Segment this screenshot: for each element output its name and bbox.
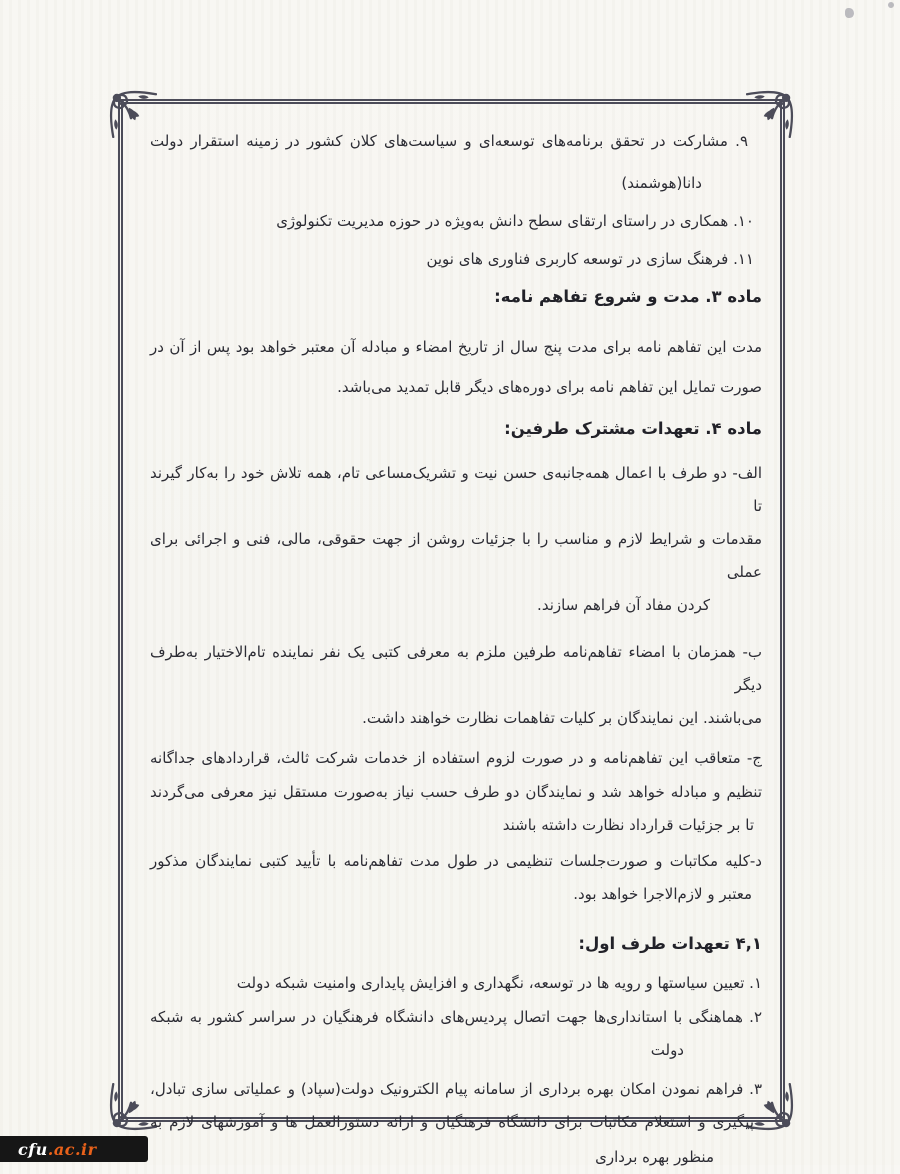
clause-dal-line-2: معتبر و لازم‌الاجرا خواهد بود. <box>573 885 752 903</box>
watermark-prefix: cfu <box>18 1139 48 1159</box>
clause-dal-line-1: د-کلیه مکاتبات و صورت‌جلسات تنظیمی در طول مدت تفاهم‌نامه با تأیید کتبی نمایندگان مذکور <box>150 852 762 870</box>
article-4-heading: ماده ۴. تعهدات مشترک طرفین: <box>504 419 762 438</box>
obligation-3-line-3: منظور بهره برداری <box>595 1148 714 1166</box>
clause-be-line-2: می‌باشند. این نمایندگان بر کلیات تفاهمات نظارت خواهند داشت. <box>362 709 762 727</box>
clause-alef-line-2: مقدمات و شرایط لازم و مناسب را با جزئیات روشن از جهت حقوقی، مالی، فنی و اجرائی برای عملی <box>150 530 762 581</box>
section-4-1-heading: ۴,۱ تعهدات طرف اول: <box>578 934 762 953</box>
scan-speck <box>888 2 894 8</box>
obligation-2-line-2: دولت <box>650 1041 684 1059</box>
watermark-suffix: .ac.ir <box>47 1139 97 1159</box>
cfu-watermark <box>0 1136 148 1162</box>
list-item-9-line-2: دانا(هوشمند) <box>621 174 702 192</box>
obligation-2-line-1: ۲. هماهنگی با استانداری‌ها جهت اتصال پردیس‌های دانشگاه فرهنگیان در سراسر کشور به شبکه <box>150 1008 762 1026</box>
list-item-9-line-1: ۹. مشارکت در تحقق برنامه‌های توسعه‌ای و سیاست‌های کلان کشور در زمینه استقرار دولت <box>150 132 748 150</box>
clause-alef-line-1: الف- دو طرف با اعمال همه‌جانبه‌ی حسن نیت و تشریک‌مساعی تام، همه تلاش خود را به‌کار گیرند تا <box>150 464 762 515</box>
article-3-paragraph-line-1: مدت این تفاهم نامه برای مدت پنج سال از تاریخ امضاء و مبادله آن معتبر خواهد بود پس از آن در <box>150 338 762 356</box>
list-item-11: ۱۱. فرهنگ سازی در توسعه کاربری فناوری های نوین <box>426 250 754 268</box>
article-3-heading: ماده ۳. مدت و شروع تفاهم نامه: <box>494 287 762 306</box>
clause-jim-line-2: تنظیم و مبادله خواهد شد و نمایندگان دو طرف حسب نیاز به‌صورت مستقل نیز معرفی می‌گردند <box>150 783 762 801</box>
obligation-3-line-2: پیگیری و استعلام مکاتبات برای دانشگاه فرهنگیان و ارائه دستورالعمل ها و آموزشهای لازم به <box>150 1113 754 1131</box>
obligation-3-line-1: ۳. فراهم نمودن امکان بهره برداری از سامانه پیام الکترونیک دولت(سپاد) و عملیاتی سازی تبادل، <box>150 1080 762 1098</box>
list-item-10: ۱۰. همکاری در راستای ارتقای سطح دانش به‌ویژه در حوزه مدیریت تکنولوژی <box>276 212 754 230</box>
clause-jim-line-1: ج- متعاقب این تفاهم‌نامه و در صورت لزوم استفاده از خدمات شرکت ثالث، قراردادهای جداگانه <box>150 749 762 767</box>
article-3-paragraph-line-2: صورت تمایل این تفاهم نامه برای دوره‌های دیگر قابل تمدید می‌باشد. <box>337 378 762 396</box>
scan-speck <box>845 8 854 18</box>
clause-be-line-1: ب- همزمان با امضاء تفاهم‌نامه طرفین ملزم به معرفی کتبی یک نفر نماینده تام‌الاختیار به‌طرف دیگر <box>150 643 762 694</box>
document-body <box>150 118 762 1174</box>
clause-alef-line-3: کردن مفاد آن فراهم سازند. <box>537 596 710 614</box>
clause-jim-line-3: تا بر جزئیات قرارداد نظارت داشته باشند <box>502 816 754 834</box>
obligation-1: ۱. تعیین سیاستها و رویه ها در توسعه، نگهداری و افزایش پایداری وامنیت شبکه دولت <box>236 974 762 992</box>
